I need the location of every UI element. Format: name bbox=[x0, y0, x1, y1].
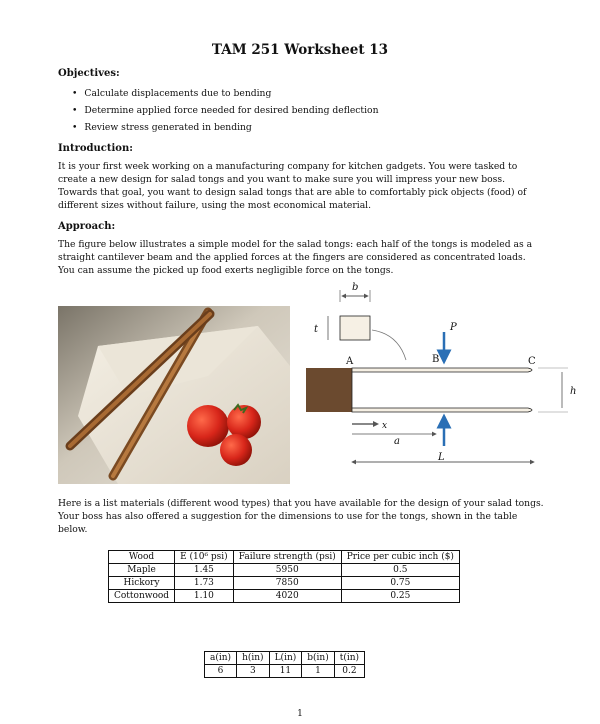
table-row bbox=[109, 590, 460, 603]
list-item: • Determine applied force needed for desired bending deflection bbox=[72, 102, 379, 119]
materials-text: Here is a list materials (different wood types) that you have available for the design of your salad tongs. Your boss has also offered a suggestion for the dimensions to use for the tongs, shown in the table below. bbox=[58, 498, 544, 536]
label-b: b bbox=[352, 282, 359, 293]
label-A: A bbox=[346, 356, 354, 367]
table-cell: 11 bbox=[269, 665, 302, 678]
materials-table bbox=[108, 550, 460, 603]
label-P: P bbox=[450, 322, 457, 333]
label-t: t bbox=[314, 324, 319, 335]
cross-section bbox=[340, 316, 370, 340]
table-row bbox=[109, 564, 460, 577]
table-header: Wood bbox=[109, 551, 175, 564]
table-cell: Hickory bbox=[109, 577, 175, 590]
introduction-heading: Introduction: bbox=[58, 143, 133, 154]
beam-lower bbox=[352, 408, 532, 412]
table-cell: 0.2 bbox=[334, 665, 364, 678]
table-header-row bbox=[205, 652, 365, 665]
label-B: B bbox=[432, 354, 440, 365]
approach-text: The figure below illustrates a simple model for the salad tongs: each half of the tongs is modeled as a straight cantilever beam and the applied forces at the fingers are considered as concentrated loads. You can assume the picked up food exerts negligible force on the tongs. bbox=[58, 239, 533, 277]
table-cell: 5950 bbox=[233, 564, 341, 577]
label-x: x bbox=[382, 421, 388, 431]
list-item: • Calculate displacements due to bending bbox=[72, 85, 379, 102]
page-title: TAM 251 Worksheet 13 bbox=[211, 42, 389, 58]
table-cell: 7850 bbox=[233, 577, 341, 590]
label-L: L bbox=[438, 452, 445, 463]
salad-tongs-photo bbox=[58, 306, 290, 484]
table-row bbox=[109, 577, 460, 590]
table-row bbox=[205, 665, 365, 678]
table-cell: 1.73 bbox=[175, 577, 234, 590]
objectives-heading: Objectives: bbox=[58, 68, 120, 79]
table-header: b(in) bbox=[302, 652, 334, 665]
table-header-row bbox=[109, 551, 460, 564]
table-cell: 0.25 bbox=[341, 590, 459, 603]
table-header: E (10⁶ psi) bbox=[175, 551, 234, 564]
label-h: h bbox=[570, 386, 577, 397]
label-C: C bbox=[528, 356, 536, 367]
table-cell: 4020 bbox=[233, 590, 341, 603]
table-cell: Maple bbox=[109, 564, 175, 577]
table-cell: 1 bbox=[302, 665, 334, 678]
beam-upper bbox=[352, 368, 532, 372]
table-header: t(in) bbox=[334, 652, 364, 665]
beam-diagram bbox=[298, 282, 596, 468]
table-cell: Cottonwood bbox=[109, 590, 175, 603]
page-number: 1 bbox=[297, 709, 303, 719]
table-cell: 3 bbox=[237, 665, 270, 678]
table-cell: 1.10 bbox=[175, 590, 234, 603]
table-cell: 0.75 bbox=[341, 577, 459, 590]
introduction-text: It is your first week working on a manufacturing company for kitchen gadgets. You were tasked to create a new design for salad tongs and you want to make sure you will impress your new boss. Towards that goal, you want to design salad tongs that are able to comfortably pick objects (food) of different sizes without failure, using the most economical material. bbox=[58, 161, 527, 212]
approach-heading: Approach: bbox=[58, 221, 116, 232]
table-cell: 1.45 bbox=[175, 564, 234, 577]
table-header: Price per cubic inch ($) bbox=[341, 551, 459, 564]
table-cell: 6 bbox=[205, 665, 237, 678]
table-header: h(in) bbox=[237, 652, 270, 665]
objectives-list bbox=[72, 85, 379, 136]
label-a: a bbox=[394, 436, 400, 447]
table-header: L(in) bbox=[269, 652, 302, 665]
table-cell: 0.5 bbox=[341, 564, 459, 577]
table-header: Failure strength (psi) bbox=[233, 551, 341, 564]
list-item: • Review stress generated in bending bbox=[72, 119, 379, 136]
dimensions-table bbox=[204, 651, 365, 678]
table-header: a(in) bbox=[205, 652, 237, 665]
beam-root bbox=[306, 368, 352, 412]
